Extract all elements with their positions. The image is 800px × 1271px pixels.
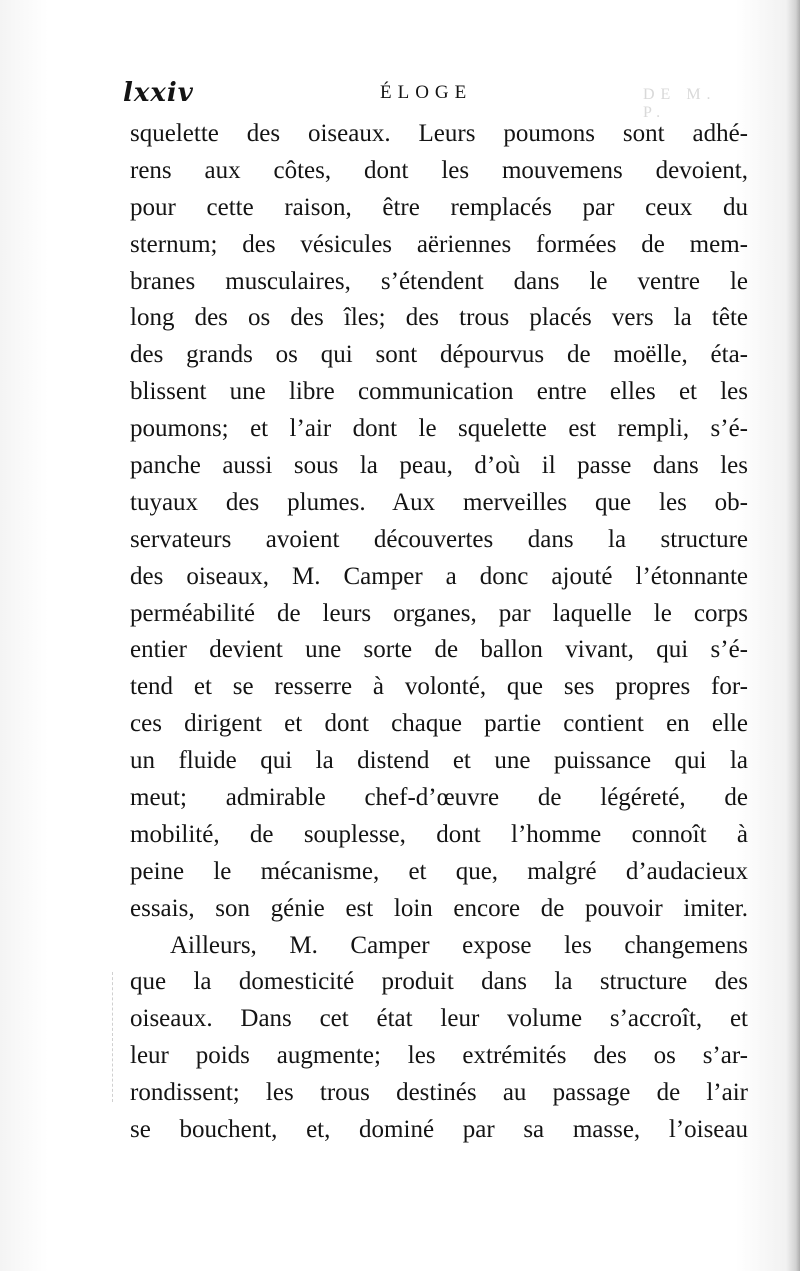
text-line: peine le mécanisme, et que, malgré d’audacieux xyxy=(130,857,748,885)
text-line: poumons; et l’air dont le squelette est rempli, s’é- xyxy=(130,415,748,443)
page-edge-shadow xyxy=(786,0,800,1271)
text-line: leur poids augmente; les extrémités des os s’ar- xyxy=(130,1042,748,1070)
page-number: lxxiv xyxy=(123,78,194,108)
text-line: meut; admirable chef-d’œuvre de légéreté, de xyxy=(130,784,748,812)
text-line: sternum; des vésicules aëriennes formées de mem- xyxy=(130,230,748,258)
margin-mark xyxy=(112,972,127,1102)
text-line: tuyaux des plumes. Aux merveilles que les ob- xyxy=(130,488,748,516)
text-line: rens aux côtes, dont les mouvemens devoient, xyxy=(130,156,748,184)
text-line: perméabilité de leurs organes, par laquelle le corps xyxy=(130,599,748,627)
text-line: servateurs avoient découvertes dans la structure xyxy=(130,525,748,553)
text-line: se bouchent, et, dominé par sa masse, l’oiseau xyxy=(130,1116,748,1144)
text-line: des grands os qui sont dépourvus de moëlle, éta- xyxy=(130,341,748,369)
bleed-through-text: DE M. P. xyxy=(643,86,717,121)
running-title: ÉLOGE xyxy=(380,82,473,103)
text-line: blissent une libre communication entre elles et les xyxy=(130,378,748,406)
page-header xyxy=(123,78,743,121)
body-text xyxy=(130,116,748,1149)
text-line: long des os des îles; des trous placés vers la tête xyxy=(130,304,748,332)
text-line: branes musculaires, s’étendent dans le ventre le xyxy=(130,267,748,295)
text-line: pour cette raison, être remplacés par ceux du xyxy=(130,193,748,221)
text-line: tend et se resserre à volonté, que ses propres for- xyxy=(130,673,748,701)
paragraph-start-line: Ailleurs, M. Camper expose les changemens xyxy=(170,931,748,959)
text-line: mobilité, de souplesse, dont l’homme connoît à xyxy=(130,820,748,848)
text-line: que la domesticité produit dans la structure des xyxy=(130,968,748,996)
text-line: squelette des oiseaux. Leurs poumons sont adhé- xyxy=(130,120,748,147)
text-line: rondissent; les trous destinés au passage de l’air xyxy=(130,1079,748,1107)
text-line: entier devient une sorte de ballon vivant, qui s’é- xyxy=(130,636,748,664)
text-line: des oiseaux, M. Camper a donc ajouté l’étonnante xyxy=(130,562,748,590)
text-line: ces dirigent et dont chaque partie contient en elle xyxy=(130,710,748,738)
text-line: panche aussi sous la peau, d’où il passe dans les xyxy=(130,452,748,480)
text-line: un fluide qui la distend et une puissance qui la xyxy=(130,747,748,775)
text-line: essais, son génie est loin encore de pouvoir imiter. xyxy=(130,894,748,922)
text-line: oiseaux. Dans cet état leur volume s’accroît, et xyxy=(130,1005,748,1033)
